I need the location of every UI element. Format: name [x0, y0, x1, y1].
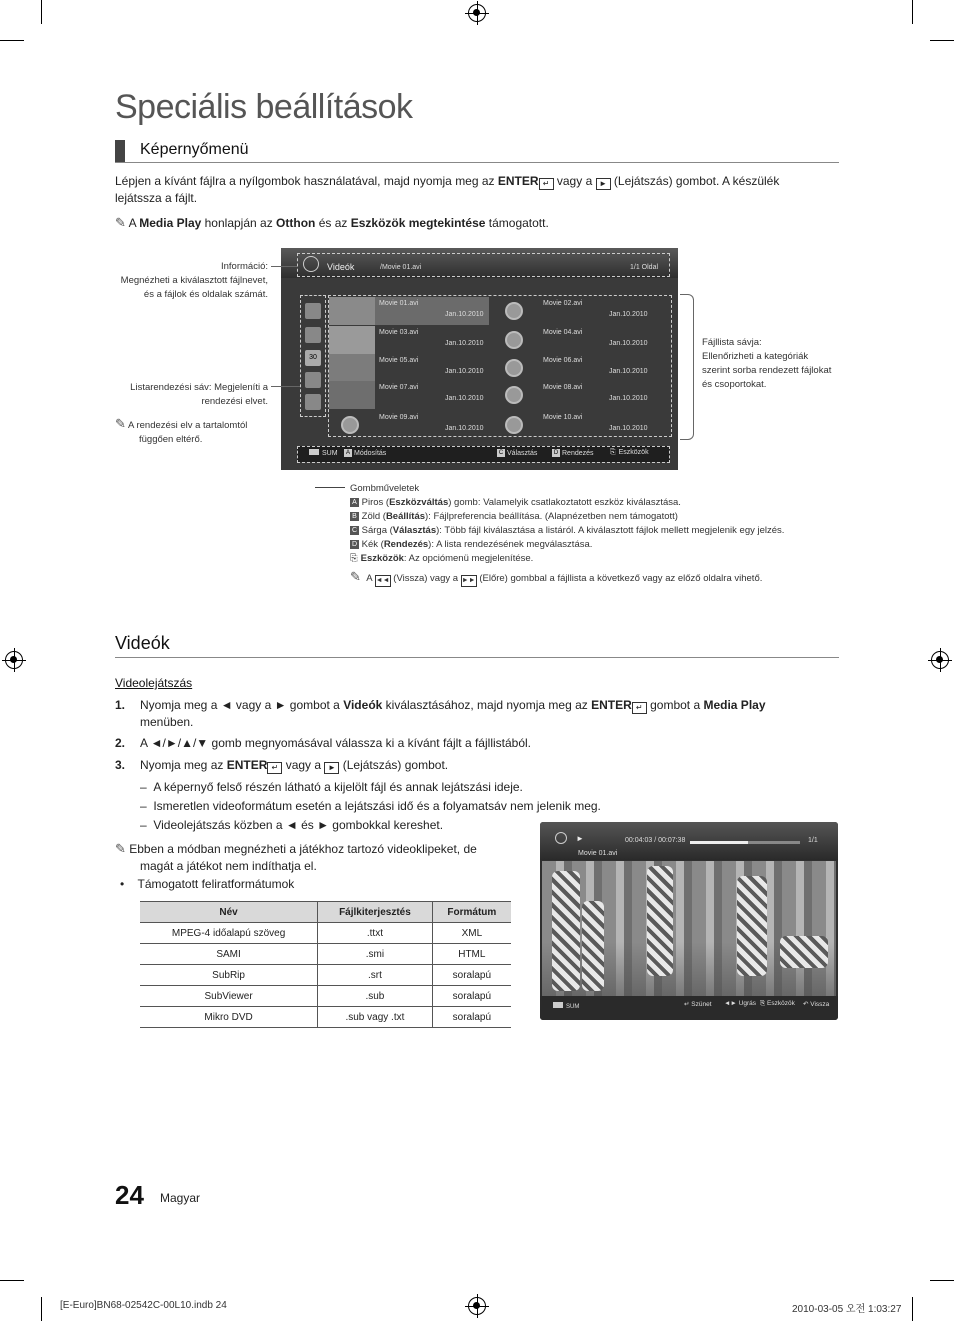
- file-item[interactable]: [493, 411, 653, 439]
- cell: SAMI: [140, 944, 318, 965]
- text: Gombműveletek: [350, 483, 420, 494]
- file-date: Jan.10.2010: [609, 395, 648, 402]
- step-number: 2.: [115, 736, 126, 750]
- text: : Az opciómenü megjelenítése.: [403, 553, 534, 564]
- step-number: 3.: [115, 758, 126, 772]
- enter-icon: ↵: [632, 702, 647, 714]
- text: Ebben a módban megnézheti a játékhoz tartozó videoklipeket, de: [129, 842, 477, 856]
- text: Eszközök: [767, 1000, 795, 1007]
- film-reel-icon: [505, 359, 523, 377]
- file-date: Jan.10.2010: [609, 340, 648, 347]
- file-date: Jan.10.2010: [609, 311, 648, 318]
- bullet-item: • Támogatott feliratformátumok: [120, 877, 295, 891]
- text: Szünet: [691, 1001, 712, 1008]
- file-item[interactable]: [329, 326, 489, 354]
- cell: .ttxt: [318, 923, 433, 944]
- film-reel-icon: [505, 331, 523, 349]
- film-reel-icon: [341, 416, 359, 434]
- screen-header-label: Videók: [327, 262, 355, 272]
- giraffe-figure: [737, 876, 767, 976]
- text: Zöld (: [359, 511, 386, 522]
- play-icon: ►: [596, 178, 611, 190]
- text: gombot a: [646, 698, 704, 712]
- file-item[interactable]: [493, 354, 653, 382]
- cell: soralapú: [432, 965, 511, 986]
- text: Választás: [507, 449, 538, 457]
- crop-mark: [0, 1280, 24, 1281]
- screen-header-page: 1/1 Oldal: [630, 264, 659, 271]
- crop-mark: [912, 0, 913, 24]
- enter-icon: ↵: [539, 178, 554, 190]
- usb-icon: [553, 1002, 563, 1008]
- button-description: [350, 510, 830, 524]
- text: Sárga (: [359, 525, 393, 536]
- registration-mark-icon: [931, 651, 949, 669]
- tools-icon: ⎘: [610, 449, 616, 456]
- cell: XML: [432, 923, 511, 944]
- text: rendezési elvet.: [201, 396, 268, 407]
- jump-button[interactable]: [724, 1000, 756, 1007]
- note-icon: ✎: [115, 215, 126, 230]
- film-reel-icon: [505, 302, 523, 320]
- footer-date: 2010-03-05 오전 1:03:27: [792, 1304, 902, 1315]
- text: Módosítás: [354, 449, 387, 457]
- text: (Lejátszás) gombot. A készülék: [610, 174, 780, 188]
- leader-line: [271, 386, 300, 387]
- note-icon: ✎: [115, 416, 126, 431]
- text: Videolejátszás közben a ◄ és ► gombokkal kereshet.: [153, 818, 444, 832]
- cell: .srt: [318, 965, 433, 986]
- page-language: Magyar: [160, 1191, 201, 1205]
- text: vagy a: [282, 758, 325, 772]
- film-reel-icon: [505, 416, 523, 434]
- text: és az: [315, 216, 351, 230]
- pause-button[interactable]: [684, 1000, 712, 1008]
- folder-icon: [305, 303, 321, 319]
- text: Eszközök megtekintése: [350, 216, 486, 230]
- text: függően eltérő.: [139, 434, 203, 445]
- registration-mark-icon: [468, 4, 486, 22]
- text: és csoportokat.: [702, 379, 767, 390]
- page-title: Speciális beállítások: [115, 88, 413, 126]
- color-key-icon: D: [351, 540, 358, 548]
- d-key-icon: D: [553, 450, 559, 456]
- file-name: Movie 06.avi: [543, 357, 583, 364]
- subtitle-formats-table: [140, 901, 511, 1028]
- sort-button[interactable]: [552, 449, 594, 457]
- giraffe-figure: [552, 871, 580, 991]
- leader-line: [271, 266, 297, 267]
- text: Videók: [343, 698, 383, 712]
- table-row: [140, 986, 511, 1007]
- step-3: [115, 757, 839, 774]
- note-icon: ✎: [115, 841, 126, 856]
- text: (Vissza) vagy a: [390, 573, 461, 584]
- genre-icon: [305, 372, 321, 388]
- left-right-icon: ◄►: [724, 1000, 737, 1007]
- leader-line: [315, 487, 345, 488]
- table-header: Név: [140, 902, 318, 923]
- text: ) gomb: Valamelyik csatlakoztatott eszköz kiválasztása.: [448, 497, 681, 508]
- fast-forward-icon: ►►: [461, 575, 477, 587]
- play-icon: ►: [324, 762, 339, 774]
- file-item[interactable]: [329, 297, 489, 325]
- text: SUM: [566, 1004, 580, 1010]
- text: ): Több fájl kiválasztása a listáról. A kiválasztott fájlok mellett megjelenik egy jelzés.: [436, 525, 785, 536]
- text: menüben.: [140, 715, 194, 729]
- video-reel-icon: [555, 832, 567, 844]
- text: és a fájlok és oldalak számát.: [143, 289, 268, 300]
- table-row: [140, 1007, 511, 1028]
- video-thumbnail: [329, 354, 375, 382]
- text: honlapján az: [201, 216, 277, 230]
- file-name: Movie 07.avi: [379, 384, 419, 391]
- step-2: [115, 735, 839, 752]
- text: Nyomja meg az: [140, 758, 227, 772]
- button-bar-sum: [309, 449, 338, 457]
- progress-bar: [690, 841, 800, 844]
- file-name: Movie 09.avi: [379, 414, 419, 421]
- enter-label: ENTER: [497, 174, 539, 188]
- file-item[interactable]: [493, 297, 653, 325]
- a-key-icon: A: [345, 450, 350, 456]
- callout-sort-note: [115, 417, 275, 447]
- file-date: Jan.10.2010: [445, 340, 484, 347]
- cell: HTML: [432, 944, 511, 965]
- button-description: [350, 496, 830, 510]
- file-item[interactable]: [493, 326, 653, 354]
- callout-info: [100, 260, 268, 302]
- text: Listarendezési sáv: Megjeleníti a: [130, 382, 268, 393]
- text: Eszközök: [360, 553, 404, 564]
- text: Lépjen a kívánt fájlra a nyílgombok használatával, majd nyomja meg az: [115, 174, 498, 188]
- text: Rendezés: [562, 449, 594, 457]
- text: A: [366, 573, 375, 584]
- button-description: [350, 538, 830, 552]
- text: kiválasztásához, majd nyomja meg az: [382, 698, 592, 712]
- bracket: [680, 294, 694, 440]
- cell: Mikro DVD: [140, 1007, 318, 1028]
- progress-fill: [690, 841, 748, 844]
- step-1: [115, 697, 839, 731]
- giraffe-figure: [780, 936, 828, 968]
- text: (Lejátszás) gombot.: [339, 758, 449, 772]
- text: ENTER: [226, 758, 268, 772]
- file-date: Jan.10.2010: [445, 395, 484, 402]
- file-item[interactable]: [493, 381, 653, 409]
- text: Támogatott feliratformátumok: [137, 877, 295, 891]
- button-operations: [350, 482, 830, 587]
- text: Fájllista sávja:: [702, 337, 762, 348]
- cell: .sub vagy .txt: [318, 1007, 433, 1028]
- giraffe-video-frame: [542, 861, 836, 996]
- registration-mark-icon: [468, 1297, 486, 1315]
- videos-heading: Videók: [115, 633, 170, 653]
- file-name: Movie 08.avi: [543, 384, 583, 391]
- video-thumbnail: [329, 297, 375, 325]
- crop-mark: [912, 1297, 913, 1321]
- text: A rendezési elv a tartalomtól: [128, 420, 248, 431]
- cell: SubViewer: [140, 986, 318, 1007]
- registration-mark-icon: [5, 651, 23, 669]
- intro-note: [115, 214, 839, 232]
- crop-mark: [930, 1280, 954, 1281]
- text: Vissza: [810, 1001, 830, 1008]
- text: A ◄/►/▲/▼ gomb megnyomásával válassza ki a kívánt fájlt a fájllistából.: [140, 736, 532, 750]
- table-row: [140, 965, 511, 986]
- text: Ugrás: [738, 1000, 757, 1007]
- back-button[interactable]: [803, 1000, 829, 1008]
- text: Beállítás: [385, 511, 426, 522]
- file-name: Movie 05.avi: [379, 357, 419, 364]
- button-list: [350, 496, 830, 552]
- callout-file-list: [702, 336, 842, 392]
- cell: soralapú: [432, 1007, 511, 1028]
- file-name: Movie 02.avi: [543, 300, 583, 307]
- section-title: Képernyőmenü: [140, 141, 249, 158]
- cell: MPEG-4 időalapú szöveg: [140, 923, 318, 944]
- select-button[interactable]: [497, 449, 537, 457]
- favorite-icon: [305, 394, 321, 410]
- giraffe-figure: [647, 866, 673, 976]
- section-bar: [115, 140, 125, 162]
- text: Megnézheti a kiválasztott fájlnevet,: [120, 275, 268, 286]
- crop-mark: [41, 1297, 42, 1321]
- cell: SubRip: [140, 965, 318, 986]
- dash-list: – A képernyő felső részén látható a kijelölt fájl és annak lejátszási ideje. – Ismeretlen videoformátum esetén a lejátszási idő és a folyamatsáv nem jelenik meg. – Videolejátszás közben a ◄ és ► gombokkal kereshet.: [140, 780, 601, 832]
- video-thumbnail: [329, 326, 375, 354]
- crop-mark: [930, 40, 954, 41]
- playback-sum: [553, 1002, 579, 1010]
- step-number: 1.: [115, 698, 126, 712]
- file-date: Jan.10.2010: [445, 311, 484, 318]
- calendar-icon: 30: [305, 350, 321, 366]
- file-date: Jan.10.2010: [445, 368, 484, 375]
- giraffe-figure: [582, 901, 604, 991]
- crop-mark: [41, 0, 42, 24]
- text: SUM: [322, 450, 338, 457]
- file-name: Movie 03.avi: [379, 329, 419, 336]
- video-reel-icon: [303, 256, 319, 272]
- tools-icon: ⎘: [760, 1000, 766, 1007]
- button-description: [350, 524, 830, 538]
- film-icon: [305, 327, 321, 343]
- file-date: Jan.10.2010: [609, 368, 648, 375]
- text: lejátssza a fájlt.: [115, 191, 198, 205]
- file-name: Movie 01.avi: [379, 300, 419, 307]
- color-key-icon: C: [351, 526, 358, 534]
- videos-note: [115, 840, 515, 875]
- rewind-icon: ◄◄: [375, 575, 391, 587]
- text: Nyomja meg a ◄ vagy a ► gombot a: [140, 698, 344, 712]
- playback-file: Movie 01.avi: [578, 850, 618, 857]
- usb-icon: [309, 449, 319, 455]
- text: Ismeretlen videoformátum esetén a lejátszási idő és a folyamatsáv nem jelenik meg.: [153, 799, 601, 813]
- enter-icon: ↵: [684, 1001, 690, 1008]
- text: Media Play: [139, 216, 202, 230]
- text: Kék (: [359, 539, 384, 550]
- text: A: [128, 216, 140, 230]
- table-row: [140, 944, 511, 965]
- film-reel-icon: [505, 386, 523, 404]
- color-key-icon: B: [350, 512, 359, 521]
- modify-button[interactable]: [344, 449, 386, 457]
- text: Media Play: [703, 698, 766, 712]
- text: vagy a: [553, 174, 596, 188]
- text: Eszközök: [618, 449, 649, 456]
- text: Eszközváltás: [389, 497, 449, 508]
- file-item[interactable]: [329, 381, 489, 409]
- enter-icon: ↵: [267, 762, 282, 774]
- return-icon: ↶: [803, 1001, 809, 1008]
- file-name: Movie 04.avi: [543, 329, 583, 336]
- text: Ellenőrizheti a kategóriák: [702, 351, 809, 362]
- text: (Előre) gombbal a fájllista a következő vagy az előző oldalra vihető.: [476, 573, 763, 584]
- file-item[interactable]: [329, 354, 489, 382]
- text: ): Fájlpreferencia beállítása. (Alapnézetben nem támogatott): [425, 511, 678, 522]
- intro-paragraph: [115, 173, 839, 207]
- c-key-icon: C: [498, 450, 504, 456]
- text: szerint sorba rendezett fájlokat: [702, 365, 832, 376]
- file-name: Movie 10.avi: [543, 414, 583, 421]
- table-header: Fájlkiterjesztés: [318, 902, 433, 923]
- cell: soralapú: [432, 986, 511, 1007]
- text: A képernyő felső részén látható a kijelölt fájl és annak lejátszási ideje.: [153, 780, 523, 794]
- divider: [115, 657, 839, 658]
- cell: .smi: [318, 944, 433, 965]
- play-status-icon: ►: [576, 834, 584, 843]
- videos-subheading: Videolejátszás: [115, 676, 193, 690]
- text: Rendezés: [383, 539, 429, 550]
- file-date: Jan.10.2010: [445, 425, 484, 432]
- page-number: 24: [115, 1180, 144, 1210]
- text: magát a játékot nem indíthatja el.: [140, 859, 317, 873]
- tools-button[interactable]: [760, 1000, 795, 1008]
- text: Választás: [392, 525, 437, 536]
- text: ENTER: [591, 698, 632, 712]
- color-key-icon: A: [350, 498, 359, 507]
- crop-mark: [0, 40, 24, 41]
- playback-time: 00:04:03 / 00:07:38: [625, 837, 686, 844]
- text: Piros (: [359, 497, 390, 508]
- table-header: Formátum: [432, 902, 511, 923]
- footer-file: [E-Euro]BN68-02542C-00L10.indb 24: [60, 1300, 227, 1311]
- text: Információ:: [221, 261, 268, 272]
- text: támogatott.: [485, 216, 549, 230]
- text: ): A lista rendezésének megválasztása.: [428, 539, 593, 550]
- note-icon: ✎: [350, 569, 361, 584]
- table-row: [140, 923, 511, 944]
- file-item[interactable]: [329, 411, 489, 439]
- screen-header-path: /Movie 01.avi: [380, 264, 422, 271]
- file-date: Jan.10.2010: [609, 425, 648, 432]
- tools-icon: ⎘: [350, 553, 358, 564]
- playback-page: 1/1: [808, 837, 818, 844]
- text: Otthon: [276, 216, 316, 230]
- cell: .sub: [318, 986, 433, 1007]
- video-thumbnail: [329, 381, 375, 409]
- divider: [115, 162, 839, 163]
- tools-button[interactable]: [610, 449, 649, 457]
- callout-sort-bar: [100, 381, 268, 409]
